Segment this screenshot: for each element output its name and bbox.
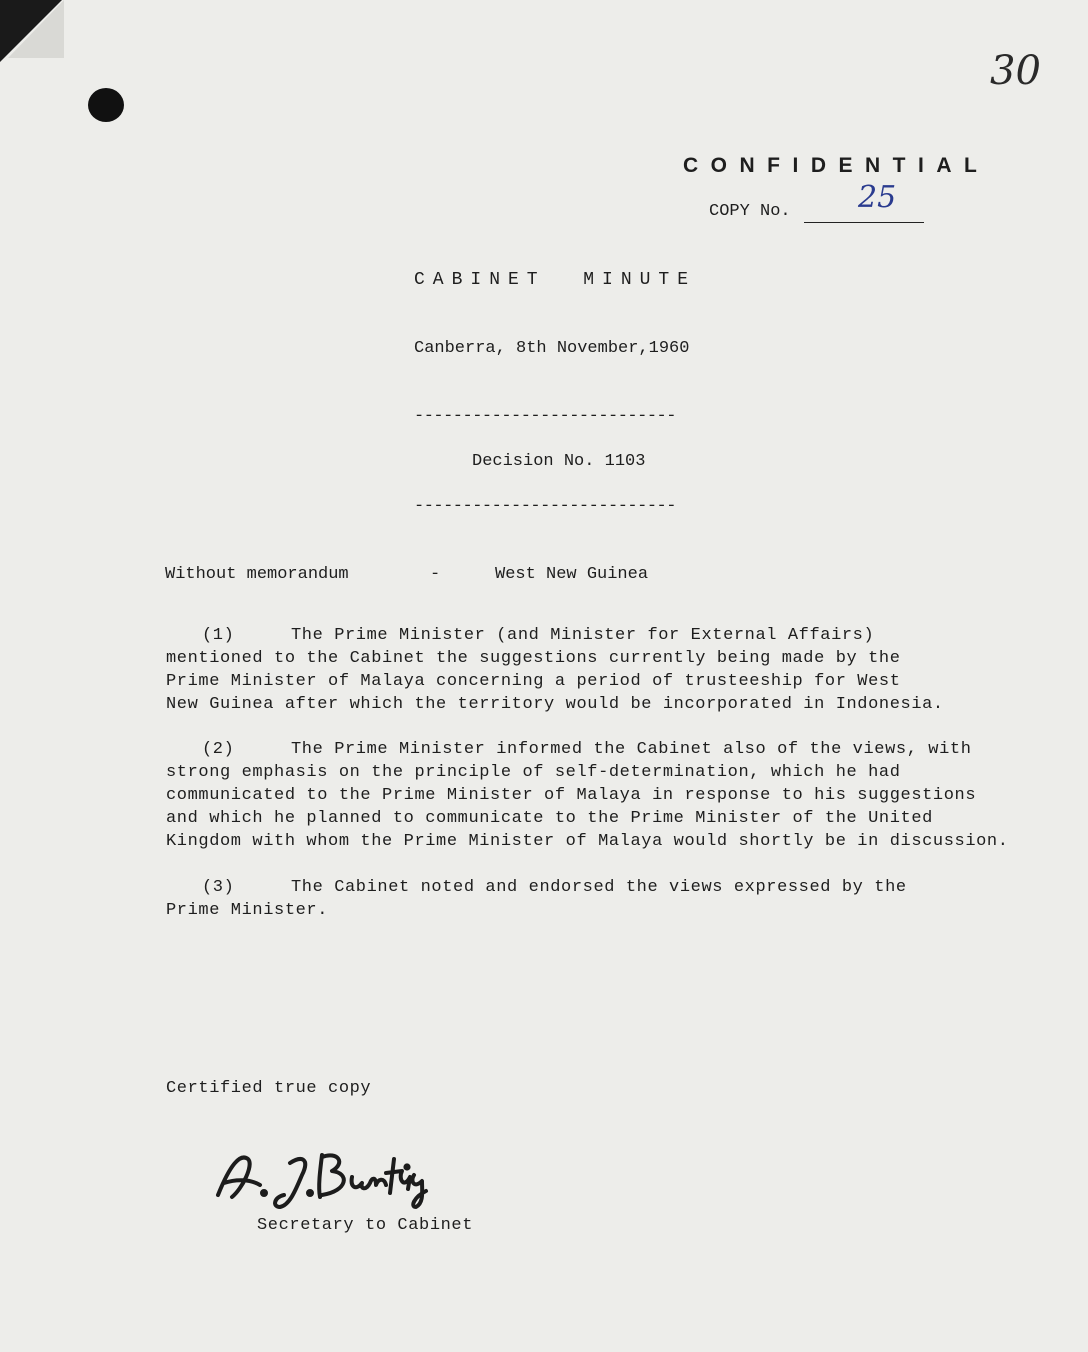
page-corner-fold — [8, 0, 64, 58]
document-title: CABINET MINUTE — [414, 270, 697, 290]
decision-number: Decision No. 1103 — [472, 452, 646, 471]
divider-top: --------------------------- — [414, 407, 676, 426]
paragraph-text: The Prime Minister informed the Cabinet also of the views, with strong emphasis on the principle of self-determination, which he had communicated to the Prime Minister of Malaya in response to his suggestions and which he planned to communicate to the Prime Minister of the United Kingdom with whom the Prime Minister of Malaya would shortly be in discussion. — [166, 740, 1009, 851]
subject-topic: West New Guinea — [495, 565, 649, 584]
handwritten-signature — [210, 1145, 450, 1215]
place-and-date: Canberra, 8th November,1960 — [414, 339, 690, 358]
signatory-title: Secretary to Cabinet — [257, 1216, 474, 1235]
paragraph-1 — [166, 624, 1066, 716]
paragraph-text: The Prime Minister (and Minister for External Affairs) mentioned to the Cabinet the suggestions currently being made by the Prime Minister of Malaya concerning a period of trusteeship for West New Guinea after which the territory would be incorporated in Indonesia. — [166, 626, 944, 714]
subject-dash: - — [430, 565, 441, 584]
punch-hole — [88, 88, 124, 122]
copy-number-underline — [804, 222, 924, 223]
paragraph-number: (1) — [202, 626, 235, 645]
paragraph-2 — [166, 738, 1066, 853]
paragraph-text: The Cabinet noted and endorsed the views expressed by the Prime Minister. — [166, 878, 907, 920]
copy-number-handwritten: 25 — [858, 180, 897, 215]
paragraph-3 — [166, 876, 1066, 922]
divider-bottom: --------------------------- — [414, 497, 676, 516]
paragraph-number: (2) — [202, 740, 235, 759]
folio-number: 30 — [990, 48, 1041, 94]
certification-note: Certified true copy — [166, 1079, 372, 1098]
classification-heading: CONFIDENTIAL — [683, 154, 990, 177]
copy-label: COPY No. — [709, 202, 791, 221]
paragraph-number: (3) — [202, 878, 235, 897]
subject-reference: Without memorandum — [165, 565, 349, 584]
